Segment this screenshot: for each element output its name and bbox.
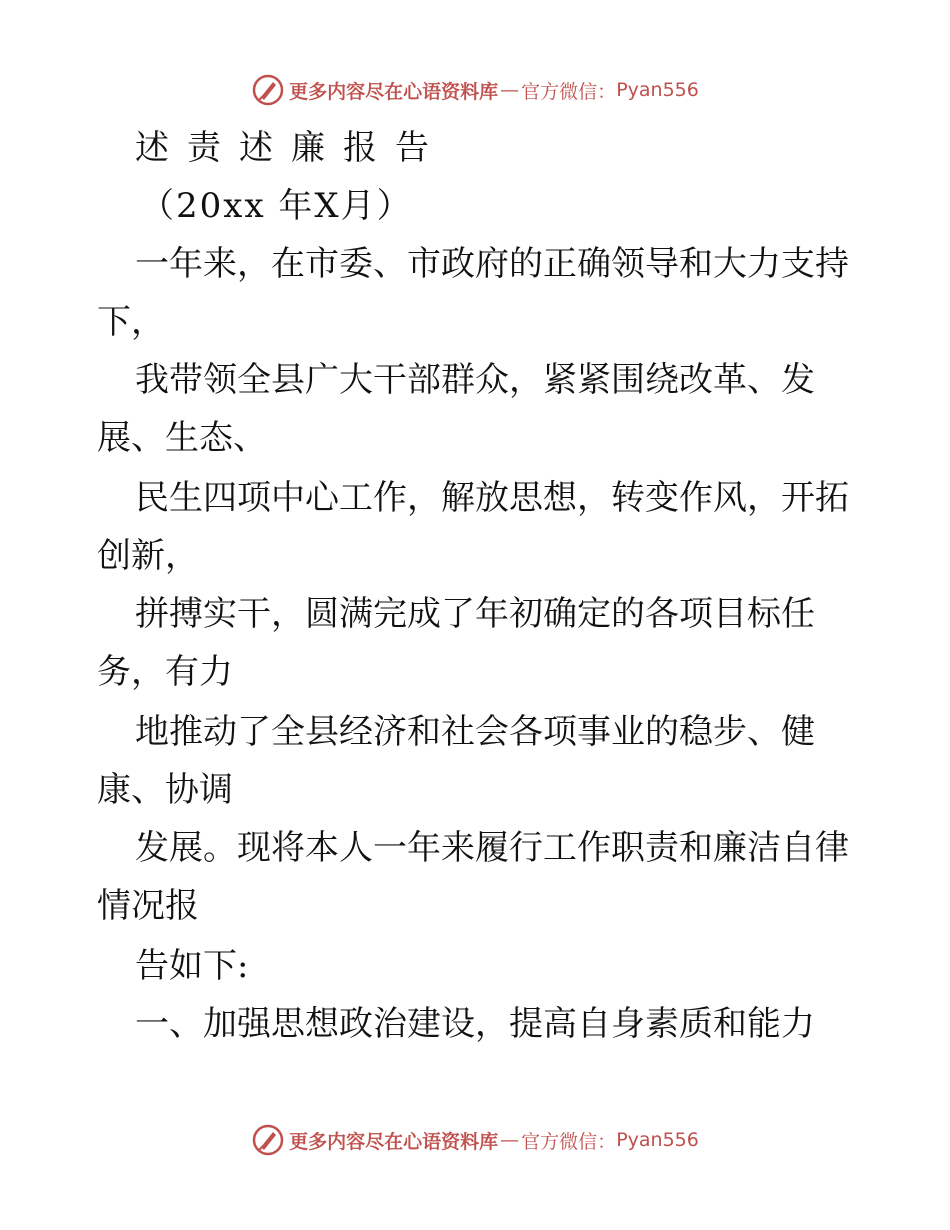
paragraph-line: 展、生态、 (97, 418, 267, 458)
watermark-wechat-id: Pyan556 (616, 1129, 699, 1151)
watermark-dash: — (500, 1129, 520, 1151)
document-date: （20xx 年X月） (140, 186, 413, 226)
section-heading: 一、加强思想政治建设，提高自身素质和能力 (135, 1004, 815, 1044)
pen-seal-icon (251, 73, 285, 107)
paragraph-line: 下， (97, 302, 165, 342)
paragraph-line: 创新， (97, 536, 199, 576)
document-title: 述责述廉报告 (135, 128, 447, 168)
paragraph-line: 一年来，在市委、市政府的正确领导和大力支持 (135, 244, 849, 284)
watermark-wechat-id: Pyan556 (616, 79, 699, 101)
watermark-text: 更多内容尽在心语资料库 (289, 80, 499, 103)
paragraph-line: 告如下: (135, 946, 249, 986)
paragraph-line: 地推动了全县经济和社会各项事业的稳步、健 (135, 712, 815, 752)
paragraph-line: 情况报 (97, 886, 199, 926)
paragraph-line: 我带领全县广大干部群众，紧紧围绕改革、发 (135, 360, 815, 400)
watermark-wechat-label: 官方微信： (521, 80, 617, 103)
paragraph-line: 拼搏实干，圆满完成了年初确定的各项目标任 (135, 594, 815, 634)
pen-seal-icon (251, 1123, 285, 1157)
paragraph-line: 康、协调 (97, 770, 233, 810)
watermark-banner-bottom (0, 1120, 950, 1160)
watermark-banner-top (0, 70, 950, 110)
paragraph-line: 务，有力 (97, 652, 233, 692)
paragraph-line: 民生四项中心工作，解放思想，转变作风，开拓 (135, 478, 849, 518)
watermark-dash: — (500, 79, 520, 101)
paragraph-line: 发展。现将本人一年来履行工作职责和廉洁自律 (135, 828, 849, 868)
watermark-wechat-label: 官方微信： (521, 1130, 617, 1153)
watermark-text: 更多内容尽在心语资料库 (289, 1130, 499, 1153)
